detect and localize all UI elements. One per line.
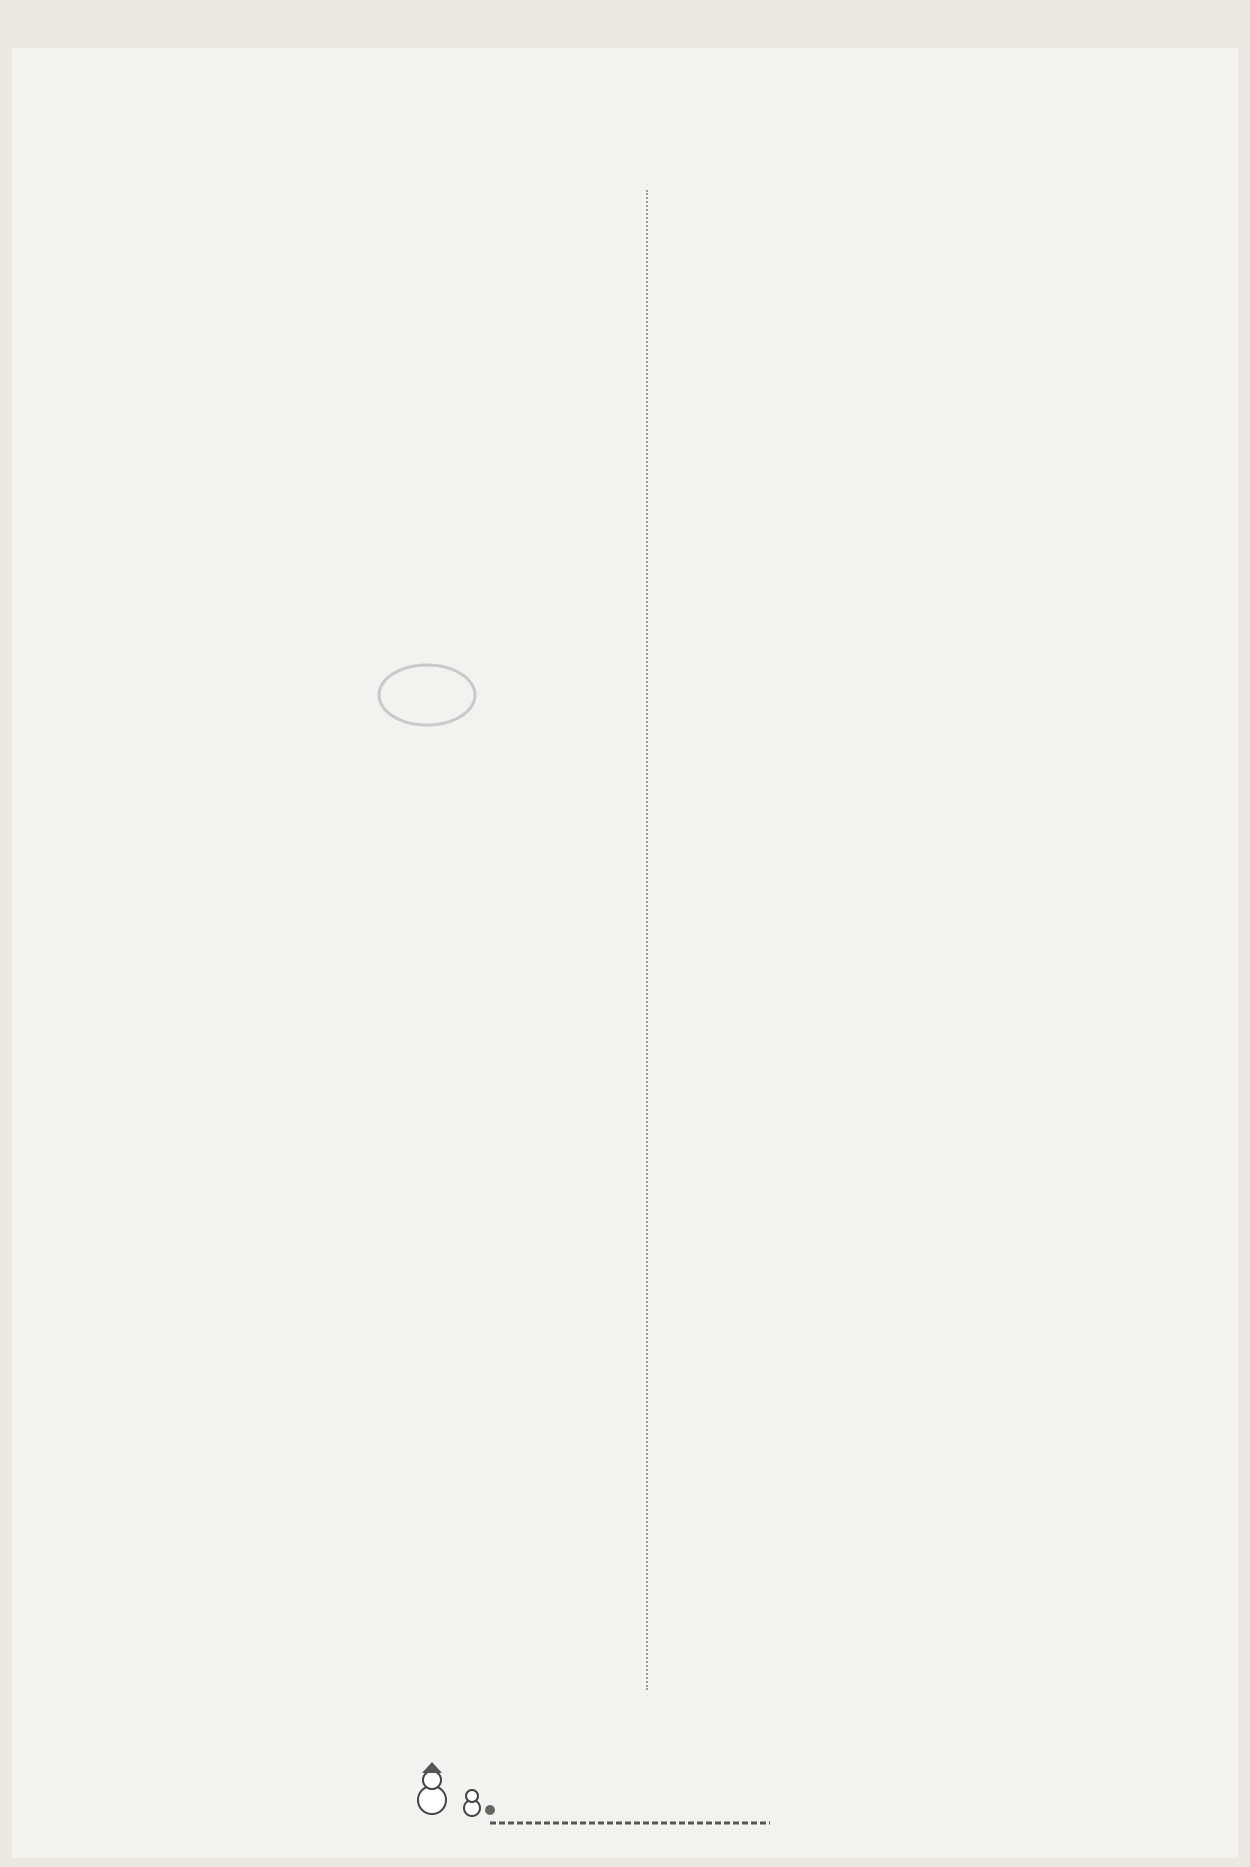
page-sheet — [12, 48, 1238, 1858]
seal-stamp — [372, 655, 482, 735]
footer-line — [470, 1775, 790, 1835]
column-divider — [646, 190, 648, 1690]
